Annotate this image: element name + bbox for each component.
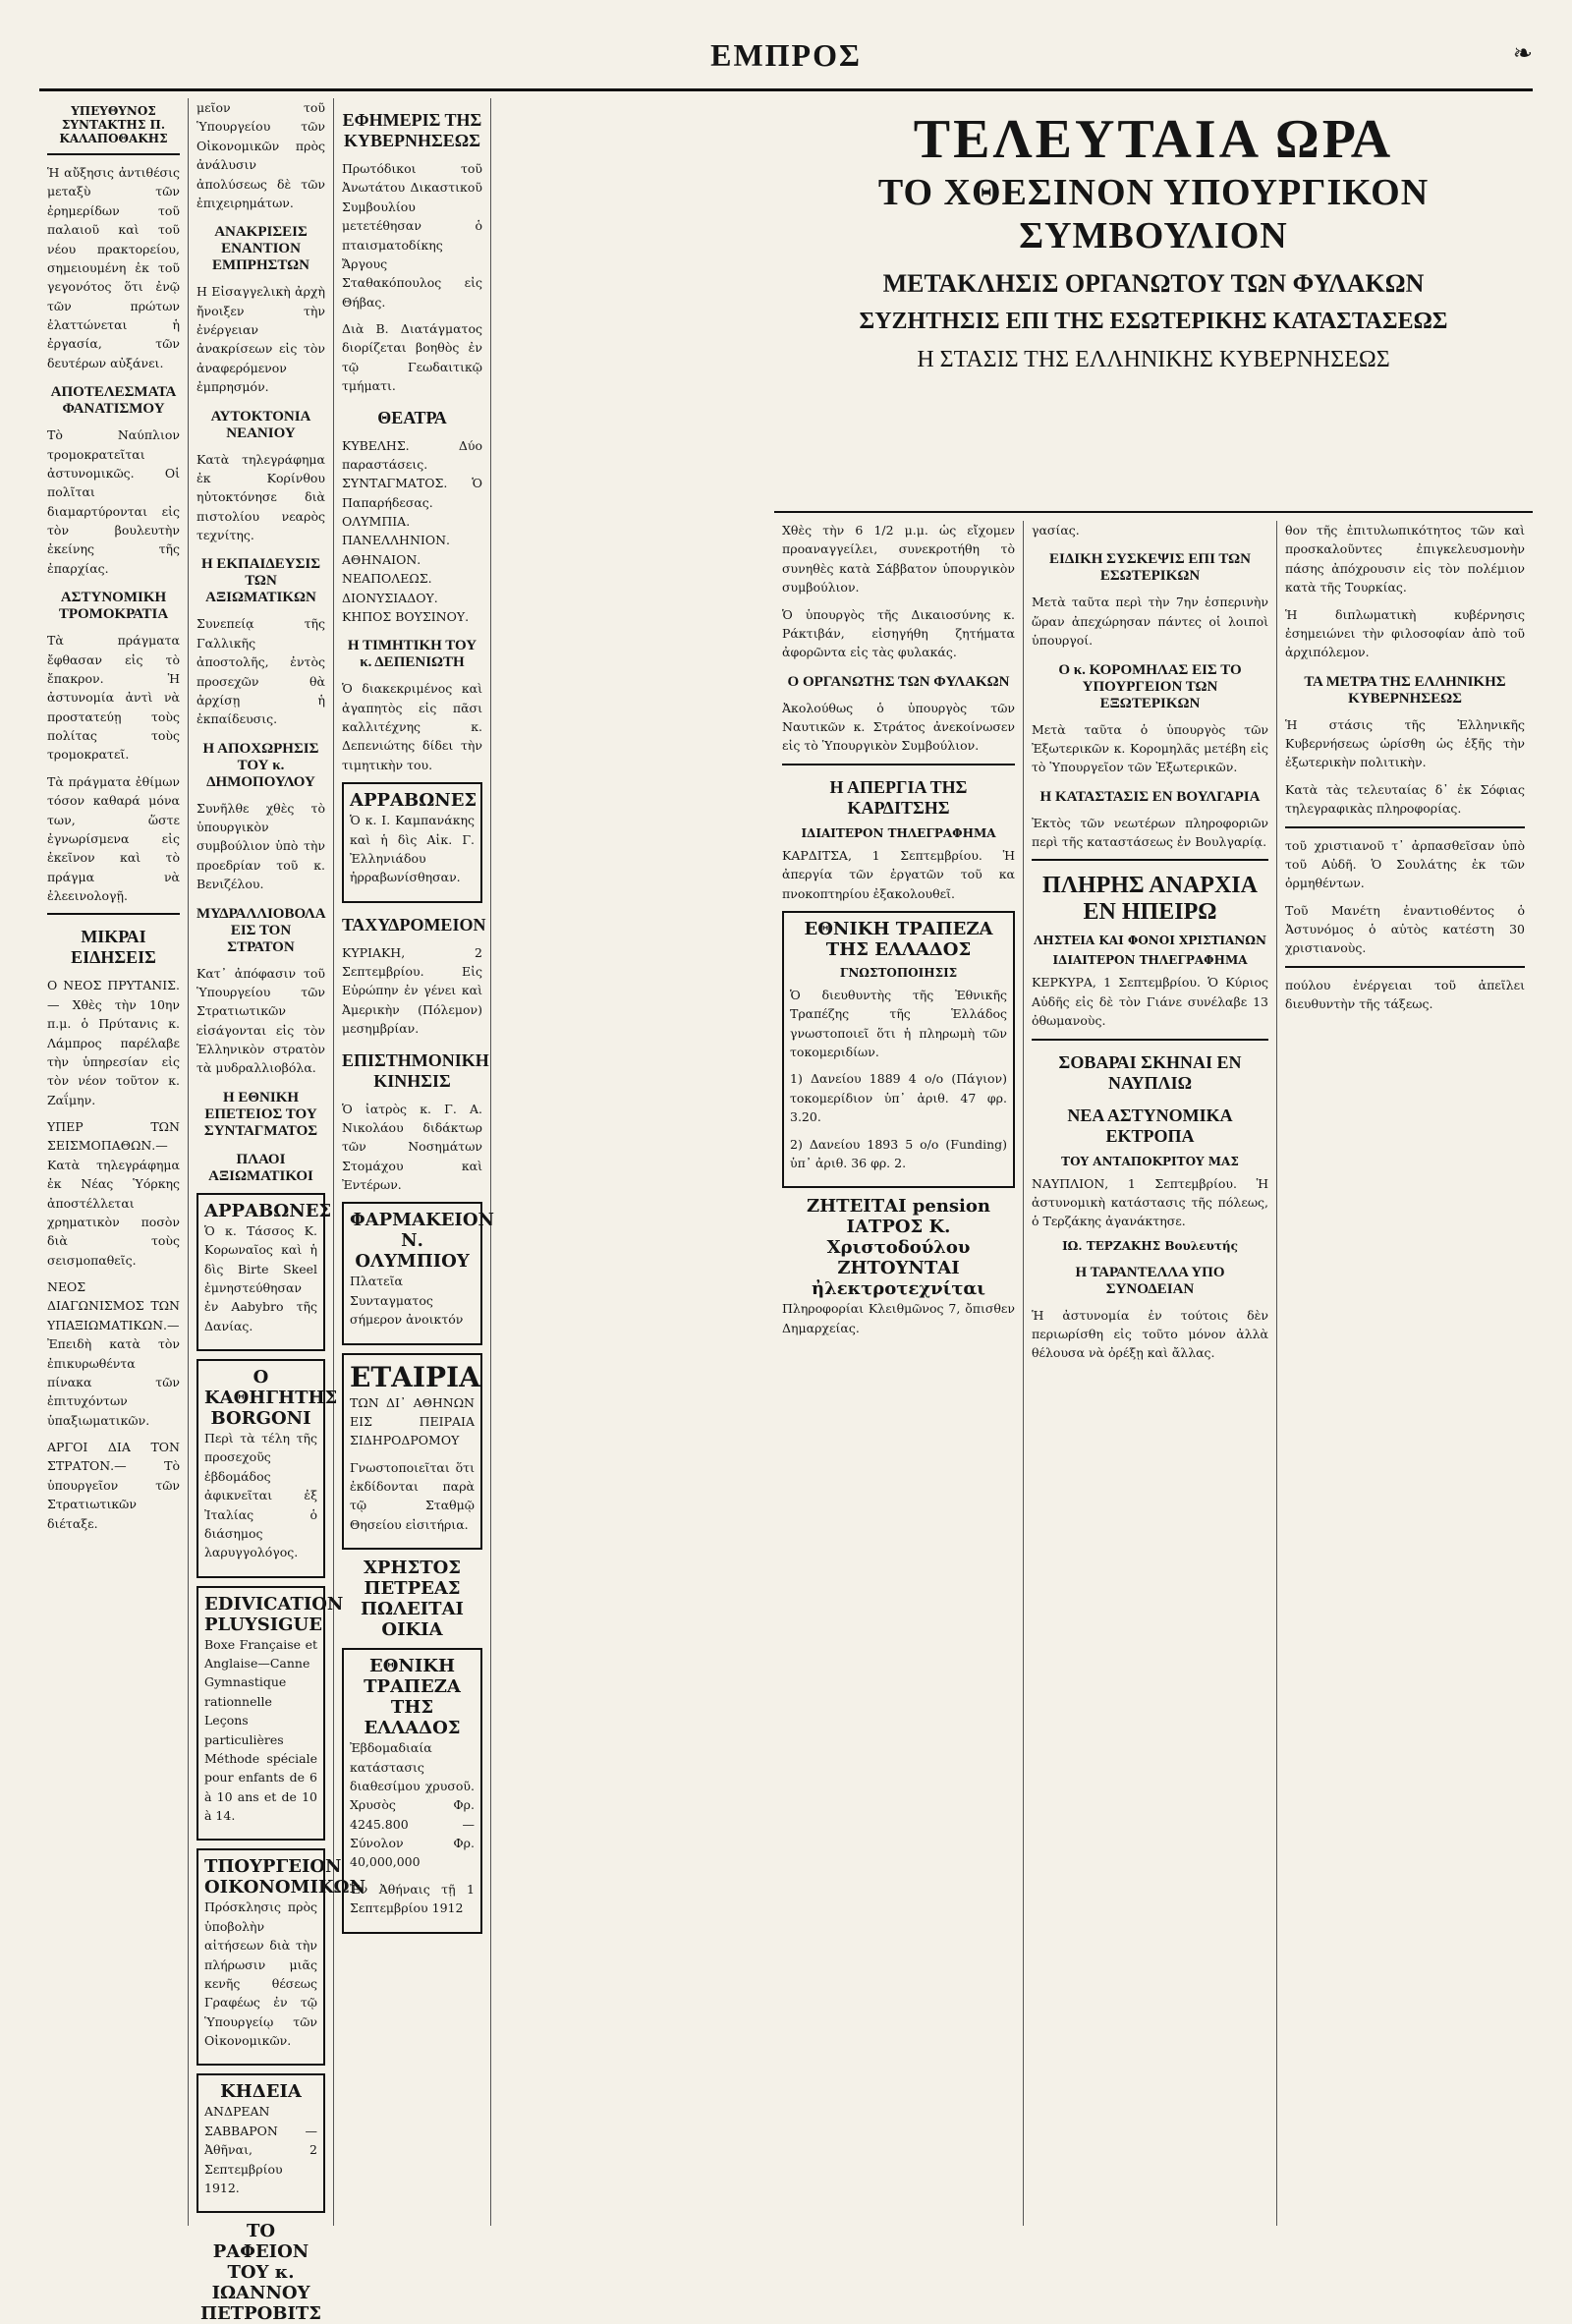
notice xyxy=(782,911,1015,1188)
ad-text: Πρόσκλησις πρὸς ὑποβολὴν αἰτήσεων διὰ τὴν πλήρωσιν μιᾶς κενῆς θέσεως Γραφέως ἐν τῷ Ὑπουργείῳ τῶν Οἰκονομικῶν. xyxy=(204,1899,317,2048)
article-text: τοῦ χριστιανοῦ τ᾽ ἀρπασθεῖσαν ὑπὸ τοῦ Αὐδῆ. Ὁ Σουλάτης ἐκ τῶν ὀρμηθέντων. xyxy=(1285,837,1525,891)
ad-text: Πλατεῖα Συνταγματος σήμερον ἀνοικτόν xyxy=(350,1274,464,1328)
byline: ΤΟΥ ΑΝΤΑΠΟΚΡΙΤΟΥ ΜΑΣ xyxy=(1061,1154,1239,1168)
article-text: Ἀκολούθως ὁ ὑπουργὸς τῶν Ναυτικῶν κ. Στράτος ἀνεκοίνωσεν εἰς τὸ Ὑπουργικὸν Συμβούλιον. xyxy=(782,700,1015,754)
notice-text: 1) Δανείου 1889 4 ο/ο (Πάγιον) τοκομερίδιον ὑπ᾽ ἀριθ. 47 φρ. 3.20. xyxy=(790,1071,1007,1125)
divider xyxy=(1285,826,1525,828)
article-text: γασίας. xyxy=(1032,523,1080,538)
lead-subtitle: Η ΣΤΑΣΙΣ ΤΗΣ ΕΛΛΗΝΙΚΗΣ ΚΥΒΕΡΝΗΣΕΩΣ xyxy=(917,347,1390,372)
column-3 xyxy=(334,98,494,2226)
divider xyxy=(1285,966,1525,968)
byline: ΙΔΙΑΙΤΕΡΟΝ ΤΗΛΕΓΡΑΦΗΜΑ xyxy=(801,825,996,840)
article-heading: ΝΕΑ ΑΣΤΥΝΟΜΙΚΑ ΕΚΤΡΟΠΑ xyxy=(1067,1105,1233,1146)
ad-title: Ο ΚΑΘΗΓΗΤΗΣ BORGONI xyxy=(204,1367,338,1429)
article-text: ΝΑΥΠΛΙΟΝ, 1 Σεπτεμβρίου. Ἡ ἀστυνομικὴ κατάστασις τῆς πόλεως, ὁ Τερζάκης ἀγανάκτησε. xyxy=(1032,1175,1268,1229)
ad-title: ΦΑΡΜΑΚΕΙΟΝ Ν. ΟΛΥΜΠΙΟΥ xyxy=(350,1210,494,1273)
article-text: Διὰ Β. Διατάγματος διορίζεται βοηθὸς ἐν τῷ Γεωδαιτικῷ τμήματι. xyxy=(342,321,482,394)
article-text: Πρωτόδικοι τοῦ Ἀνωτάτου Δικαστικοῦ Συμβουλίου μετετέθησαν ὁ πταισματοδίκης Ἄργους Σταθακόπουλος εἰς Θήβας. xyxy=(342,161,482,310)
article-text: Κατ᾽ ἀπόφασιν τοῦ Ὑπουργείου τῶν Στρατιωτικῶν εἰσάγονται εἰς τὸν Ἑλληνικὸν στρατὸν τὰ μυδραλλιοβόλα. xyxy=(196,965,325,1076)
ad-title: ΖΗΤΕΙΤΑΙ pension xyxy=(807,1196,990,1218)
article-text: Μετὰ ταῦτα ὁ ὑπουργὸς τῶν Ἐξωτερικῶν κ. Κορομηλᾶς μετέβη εἰς τὸ Ὑπουργεῖον τῶν Ἐξωτερικῶν. xyxy=(1032,721,1268,775)
article-heading: ΤΑ ΜΕΤΡΑ ΤΗΣ ΕΛΛΗΝΙΚΗΣ ΚΥΒΕΡΝΗΣΕΩΣ xyxy=(1304,673,1506,707)
article-text: θον τῆς ἐπιτυλωπικότητος τῶν καὶ προσκαλοῦντες ἐπιγκελευσμονὴν πάσης ἀπόχρουσιν εἰς τὸν πολέμιον κατὰ τῆς Τουρκίας. xyxy=(1285,523,1525,595)
divider xyxy=(1032,1039,1268,1041)
column-5 xyxy=(1024,521,1277,2226)
article-text: Συνῆλθε χθὲς τὸ ὑπουργικὸν συμβούλιον ὑπὸ τὴν προεδρίαν τοῦ κ. Βενιζέλου. xyxy=(196,800,325,892)
notice-text: Ὁ διευθυντὴς τῆς Ἐθνικῆς Τραπέζης τῆς Ἑλλάδος γνωστοποιεῖ ὅτι ἡ πληρωμὴ τῶν τοκομεριδίων. xyxy=(790,987,1007,1059)
article-heading: Ο ΟΡΓΑΝΩΤΗΣ ΤΩΝ ΦΥΛΑΚΩΝ xyxy=(787,673,1010,690)
article-heading: ΣΟΒΑΡΑΙ ΣΚΗΝΑΙ ΕΝ ΝΑΥΠΛΙΩ xyxy=(1058,1051,1242,1093)
article-heading: ΠΛΑΟΙ ΑΞΙΩΜΑΤΙΚΟΙ xyxy=(208,1151,313,1184)
ad-title: ΚΗΔΕΙΑ xyxy=(220,2081,302,2103)
article-text: Μετὰ ταῦτα περὶ τὴν 7ην ἑσπερινὴν ὥραν ἀπεχώρησαν πάντες οἱ λοιποὶ ὑπουργοί. xyxy=(1032,595,1268,649)
divider xyxy=(782,764,1015,765)
article-heading: Η ΕΚΠΑΙΔΕΥΣΙΣ ΤΩΝ ΑΞΙΩΜΑΤΙΚΩΝ xyxy=(200,556,321,606)
ad-text: ΤΩΝ ΔΙ᾽ ΑΘΗΝΩΝ ΕΙΣ ΠΕΙΡΑΙΑ ΣΙΔΗΡΟΔΡΟΜΟΥ xyxy=(350,1394,475,1448)
article-text: Ὁ διακεκριμένος καὶ ἀγαπητὸς εἰς πᾶσι καλλιτέχνης κ. Δεπενιώτης δίδει τὴν τιμητικὴν του. xyxy=(342,681,482,772)
lead-subtitle: ΣΥΖΗΤΗΣΙΣ ΕΠΙ ΤΗΣ ΕΣΩΤΕΡΙΚΗΣ ΚΑΤΑΣΤΑΣΕΩΣ xyxy=(859,309,1448,334)
article-text: Ἡ αὔξησις ἀντιθέσις μεταξὺ τῶν ἐρημερίδων τοῦ παλαιοῦ καὶ τοῦ νέου πρακτορείου, σημειουμένη ἐκ τοῦ γεγονότος ὅτι ἐνῷ τῶν πρώτων ἐλαττώνεται ἡ ἐργασία, τῶν δευτέρων αὐξάνει. xyxy=(47,165,180,370)
notice-title: ΕΘΝΙΚΗ ΤΡΑΠΕΖΑ ΤΗΣ ΕΛΛΑΔΟΣ xyxy=(804,918,993,960)
article-heading: ΑΣΤΥΝΟΜΙΚΗ ΤΡΟΜΟΚΡΑΤΙΑ xyxy=(58,590,169,623)
article-heading: Η ΑΠΕΡΓΙΑ ΤΗΣ ΚΑΡΔΙΤΣΗΣ xyxy=(829,776,968,818)
article-text: ΑΡΓΟΙ ΔΙΑ ΤΟΝ ΣΤΡΑΤΟΝ.— Τὸ ὑπουργεῖον τῶν Στρατιωτικῶν διέταξε. xyxy=(47,1440,180,1531)
advertisement xyxy=(196,1193,332,1351)
article-heading: Η ΤΙΜΗΤΙΚΗ ΤΟΥ κ. ΔΕΠΕΝΙΩΤΗ xyxy=(347,638,477,671)
ad-title: EDIVICATION PLUYSIGUE xyxy=(204,1593,344,1635)
ad-text: Ἐν Ἀθήναις τῇ 1 Σεπτεμβρίου 1912 xyxy=(350,1881,475,1916)
article-text: Ο ΝΕΟΣ ΠΡΥΤΑΝΙΣ.— Χθὲς τὴν 10ην π.μ. ὁ Πρύτανις κ. Λάμπρος παρέλαβε τὴν ὑπηρεσίαν εἰς τὸν νέον τοῦτον κ. Ζαΐμην. xyxy=(47,978,180,1107)
article-text: Τὸ Ναύπλιον τρομοκρατεῖται ἀστυνομικῶς. Οἱ πολῖται διαμαρτύρονται εἰς τὸν βουλευτὴν ἐκείνης τῆς ἐπαρχίας. xyxy=(47,427,180,576)
ornament-icon: ❧ xyxy=(1512,39,1533,67)
ad-text: Ὁ κ. Τάσσος Κ. Κορωναῖος καὶ ἡ δὶς Birte Skeel ἐμνηστεύθησαν ἐν Aabybro τῆς Δανίας. xyxy=(204,1222,317,1333)
article-text: Ἐκτὸς τῶν νεωτέρων πληροφοριῶν περὶ τῆς καταστάσεως ἐν Βουλγαρίᾳ. xyxy=(1032,815,1268,849)
divider xyxy=(47,913,180,915)
notice-subtitle: ΓΝΩΣΤΟΠΟΙΗΣΙΣ xyxy=(839,965,958,980)
ad-title: ΠΩΛΕΙΤΑΙ ΟΙΚΙΑ xyxy=(361,1599,464,1641)
signature: ΙΩ. ΤΕΡΖΑΚΗΣ Βουλευτής xyxy=(1062,1238,1238,1253)
article-text: ΥΠΕΡ ΤΩΝ ΣΕΙΣΜΟΠΑΘΩΝ.— Κατὰ τηλεγράφημα ἐκ Νέας Ὑόρκης ἀποστέλλεται χρηματικὸν ποσὸν διὰ τοὺς σεισμοπαθεῖς. xyxy=(47,1119,180,1268)
advertisement xyxy=(342,782,482,903)
ad-title: ΑΡΡΑΒΩΝΕΣ xyxy=(350,790,477,812)
article-text: Ὁ ὑπουργὸς τῆς Δικαιοσύνης κ. Ράκτιβάν, εἰσηγήθη ζητήματα ἀφορῶντα εἰς τὰς φυλακάς. xyxy=(782,606,1015,660)
column-6 xyxy=(1277,521,1533,2226)
ad-text: Ὁ κ. Ι. Καμπανάκης καὶ ἡ δὶς Αἰκ. Γ. Ἐλληνιάδου ἠρραβωνίσθησαν. xyxy=(350,813,475,885)
article-text: Κατὰ τὰς τελευταίας δ᾽ ἐκ Σόφιας τηλεγραφικὰς πληροφορίας. xyxy=(1285,781,1525,817)
column-4 xyxy=(774,521,1024,2226)
section-heading: ΕΠΙΣΤΗΜΟΝΙΚΗ ΚΙΝΗΣΙΣ xyxy=(342,1049,489,1091)
ad-text: Γνωστοποιεῖται ὅτι ἐκδίδονται παρὰ τῷ Σταθμῷ Θησείου εἰσιτήρια. xyxy=(350,1459,475,1532)
article-text: Τοῦ Μανέτη ἐναντιοθέντος ὁ Ἀστυνόμος ὁ αὐτὸς κατέστη 30 χριστιανοὺς. xyxy=(1285,902,1525,956)
advertisement xyxy=(196,2073,325,2213)
section-heading: ΕΦΗΜΕΡΙΣ ΤΗΣ ΚΥΒΕΡΝΗΣΕΩΣ xyxy=(342,110,482,150)
article-text: Ἡ διπλωματικὴ κυβέρνησις ἐσημειώνει τὴν φιλοσοφίαν ἀπὸ τοῦ ἀρχιπόλεμον. xyxy=(1285,606,1525,660)
ad-text: ΑΝΔΡΕΑΝ ΣΑΒΒΑΡΟΝ — Ἀθῆναι, 2 Σεπτεμβρίου 1912. xyxy=(204,2104,317,2195)
article-heading: Η ΕΘΝΙΚΗ ΕΠΕΤΕΙΟΣ ΤΟΥ ΣΥΝΤΑΓΜΑΤΟΣ xyxy=(203,1089,318,1139)
article-heading: ΠΛΗΡΗΣ ΑΝΑΡΧΙΑ ΕΝ ΗΠΕΙΡΩ xyxy=(1042,873,1258,926)
masthead xyxy=(39,29,1533,91)
divider xyxy=(1032,859,1268,861)
ad-title: ΙΑΤΡΟΣ Κ. Χριστοδούλου xyxy=(826,1217,971,1259)
ad-title: ΤΠΟΥΡΓΕΙΟΝ ΟΙΚΟΝΟΜΙΚΩΝ xyxy=(204,1856,366,1899)
newspaper-title: ΕΜΠΡΟΣ xyxy=(710,37,862,73)
ad-text: Ἐβδομαδιαία κατάστασις διαθεσίμου χρυσοῦ. Χρυσὸς Φρ. 4245.800 — Σύνολον Φρ. 40,000,000 xyxy=(350,1740,475,1870)
byline: ΛΗΣΤΕΙΑ ΚΑΙ ΦΟΝΟΙ ΧΡΙΣΤΙΑΝΩΝ xyxy=(1034,934,1266,948)
article-text: Τὰ πράγματα ἔφθασαν εἰς τὸ ἔπακρον. Ἡ ἀστυνομία ἀντὶ νὰ προστατεύῃ τοὺς πολίτας τοὺς τρομοκρατεῖ. xyxy=(47,633,180,763)
ad-title: ΖΗΤΟΥΝΤΑΙ ἠλεκτροτεχνίται xyxy=(812,1258,985,1300)
ad-title: ΧΡΗΣΤΟΣ ΠΕΤΡΕΑΣ xyxy=(363,1558,462,1600)
article-text: Τὰ πράγματα ἐθίμων τόσον καθαρά μόνα των, ὥστε ἐγνωρίσμενα εἰς ἐκεῖνον καὶ τὸ πράγμα νὰ ἐλεεινολογῇ. xyxy=(47,773,180,903)
article-heading: ΑΠΟΤΕΛΕΣΜΑΤΑ ΦΑΝΑΤΙΣΜΟΥ xyxy=(50,384,177,418)
article-heading: ΕΙΔΙΚΗ ΣΥΣΚΕΨΙΣ ΕΠΙ ΤΩΝ ΕΣΩΤΕΡΙΚΩΝ xyxy=(1049,551,1251,585)
article-heading: Ο κ. ΚΟΡΟΜΗΛΑΣ ΕΙΣ ΤΟ ΥΠΟΥΡΓΕΙΟΝ ΤΩΝ ΕΞΩΤΕΡΙΚΩΝ xyxy=(1058,661,1242,711)
advertisement xyxy=(196,1359,338,1578)
ad-title: ΑΡΡΑΒΩΝΕΣ xyxy=(204,1200,332,1221)
article-text: Χθὲς τὴν 6 1/2 μ.μ. ὡς εἴχομεν προαναγγείλει, συνεκροτήθη τὸ συνηθὲς κατὰ Σάββατον ὑπουργικὸν συμβούλιον. xyxy=(782,523,1015,595)
column-2 xyxy=(189,98,366,2324)
article-text: Η Εἰσαγγελικὴ ἀρχὴ ἤνοιξεν τὴν ἐνέργειαν ἀνακρίσεων εἰς τὸν ἀναφερόμενον ἐμπρησμόν. xyxy=(196,284,325,395)
article-text: Κατὰ τηλεγράφημα ἐκ Κορίνθου ηὐτοκτόνησε διὰ πιστολίου νεαρὸς τεχνίτης. xyxy=(196,451,325,542)
article-text: ΝΕΟΣ ΔΙΑΓΩΝΙΣΜΟΣ ΤΩΝ ΥΠΑΞΙΩΜΑΤΙΚΩΝ.— Ἐπειδὴ κατὰ τὸν ἐπικυρωθέντα πίνακα τῶν ἐπιτυχόντων ὑπαξιωματικῶν. xyxy=(47,1279,180,1428)
article-text: ΚΥΡΙΑΚΗ, 2 Σεπτεμβρίου. Εἰς Εὐρώπην ἐν γένει καὶ Ἀμερικὴν (Πόλεμον) μεσημβρίαν. xyxy=(342,944,482,1037)
byline: ΙΔΙΑΙΤΕΡΟΝ ΤΗΛΕΓΡΑΦΗΜΑ xyxy=(1052,953,1248,968)
lead-title: ΤΕΛΕΥΤΑΙΑ ΩΡΑ xyxy=(913,109,1394,170)
lead-headline xyxy=(774,98,1533,513)
advertisement xyxy=(196,1848,366,2066)
article-heading: ΜΥΔΡΑΛΛΙΟΒΟΛΑ ΕΙΣ ΤΟΝ ΣΤΡΑΤΟΝ xyxy=(196,905,326,955)
ad-title: ΕΤΑΙΡΙΑ xyxy=(350,1360,480,1393)
section-heading: ΘΕΑΤΡΑ xyxy=(377,407,447,427)
ad-text: Boxe Française et Anglaise—Canne Gymnastique rationnelle Leçons particulières Méthode spéciale pour enfants de 6 à 10 ans et de 10 à 14. xyxy=(204,1636,317,1823)
article-text: μεῖον τοῦ Ὑπουργείου τῶν Οἰκονομικῶν πρὸς ἀνάλυσιν ἀπολύσεως δὲ τῶν ἐπιχειρημάτων. xyxy=(196,100,325,210)
ad-text: Περὶ τὰ τέλη τῆς προσεχοῦς ἑβδομάδος ἀφικνεῖται ἐξ Ἰταλίας ὁ διάσημος λαρυγγολόγος. xyxy=(204,1431,317,1560)
ad-title: ΤΟ ΡΑΦΕΙΟΝ ΤΟΥ κ. ΙΩΑΝΝΟΥ ΠΕΤΡΟΒΙΤΣ xyxy=(199,2221,322,2324)
lead-subtitle: ΜΕΤΑΚΛΗΣΙΣ ΟΡΓΑΝΩΤΟΥ ΤΩΝ ΦΥΛΑΚΩΝ xyxy=(882,269,1425,298)
columns xyxy=(39,98,1533,2324)
article-heading: ΜΙΚΡΑΙ ΕΙΔΗΣΕΙΣ xyxy=(71,927,156,968)
advertisement xyxy=(342,1202,494,1344)
article-text: Ἡ στάσις τῆς Ἑλληνικῆς Κυβερνήσεως ὡρίσθη ὡς ἑξῆς τὴν ἐξωτερικὴν πολιτικὴν. xyxy=(1285,716,1525,770)
advertisement xyxy=(196,1586,344,1842)
article-text: ΚΕΡΚΥΡΑ, 1 Σεπτεμβρίου. Ὁ Κύριος Αὐδῆς εἰς δὲ τὸν Γιάνε συνέλαβε 13 ὀθωμανοὺς. xyxy=(1032,975,1268,1029)
notice-text: 2) Δανείου 1893 5 ο/ο (Funding) ὑπ᾽ ἀριθ. 36 φρ. 2. xyxy=(790,1136,1007,1170)
article-text: Ἡ ἀστυνομία ἐν τούτοις δὲν περιωρίσθη εἰς τοῦτο μόνον ἀλλὰ θέλουσα νὰ ὀρέξῃ καὶ ἄλλας. xyxy=(1032,1307,1268,1361)
editor-byline: ΥΠΕΥΘΥΝΟΣ ΣΥΝΤΑΚΤΗΣ Π. ΚΑΛΑΠΟΘΑΚΗΣ xyxy=(59,104,168,145)
advertisement xyxy=(342,1353,482,1551)
article-text: ΚΑΡΔΙΤΣΑ, 1 Σεπτεμβρίου. Ἡ ἀπεργία τῶν ἐργατῶν τοῦ κα πνοκοπτηρίου ἐξακολουθεῖ. xyxy=(782,847,1015,901)
article-text: ΚΥΒΕΛΗΣ. Δύο παραστάσεις. ΣΥΝΤΑΓΜΑΤΟΣ. Ὁ Παπαρήδεσας. ΟΛΥΜΠΙΑ. ΠΑΝΕΛΛΗΝΙΟΝ. ΑΘΗΝΑΙΟΝ. ΝΕΑΠΟΛΕΩΣ. ΔΙΟΝΥΣΙΑΔΟΥ. ΚΗΠΟΣ ΒΟΥΣΙΝΟΥ. xyxy=(342,437,482,624)
ad-title: ΕΘΝΙΚΗ ΤΡΑΠΕΖΑ ΤΗΣ ΕΛΛΑΔΟΣ xyxy=(364,1656,461,1739)
article-text: πούλου ἐνέργειαι τοῦ ἀπεῖλει διευθυντὴν τῆς τάξεως. xyxy=(1285,977,1525,1012)
column-1 xyxy=(39,98,189,2226)
article-text: Συνεπείᾳ τῆς Γαλλικῆς ἀποστολῆς, ἐντὸς προσεχῶν θὰ ἀρχίσῃ ἡ ἐκπαίδευσις. xyxy=(196,616,325,727)
ad-text: Πληροφορίαι Κλειθμῶνος 7, ὄπισθεν Δημαρχείας. xyxy=(782,1301,1015,1335)
article-text: Ὁ ἰατρὸς κ. Γ. Α. Νικολάου διδάκτωρ τῶν Νοσημάτων Στομάχου καὶ Ἐντέρων. xyxy=(342,1101,482,1192)
article-heading: ΑΝΑΚΡΙΣΕΙΣ ΕΝΑΝΤΙΟΝ ΕΜΠΡΗΣΤΩΝ xyxy=(211,224,310,274)
advertisement xyxy=(342,1648,482,1933)
article-heading: ΑΥΤΟΚΤΟΝΙΑ ΝΕΑΝΙΟΥ xyxy=(210,408,311,441)
article-heading: Η ΤΑΡΑΝΤΕΛΛΑ ΥΠΟ ΣΥΝΟΔΕΙΑΝ xyxy=(1075,1264,1225,1297)
divider xyxy=(47,153,180,155)
article-heading: Η ΑΠΟΧΩΡΗΣΙΣ ΤΟΥ κ. ΔΗΜΟΠΟΥΛΟΥ xyxy=(202,740,319,790)
lead-subtitle: ΤΟ ΧΘΕΣΙΝΟΝ ΥΠΟΥΡΓΙΚΟΝ ΣΥΜΒΟΥΛΙΟΝ xyxy=(877,172,1430,256)
article-heading: Η ΚΑΤΑΣΤΑΣΙΣ ΕΝ ΒΟΥΛΓΑΡΙΑ xyxy=(1039,788,1261,805)
section-heading: ΤΑΧΥΔΡΟΜΕΙΟΝ xyxy=(342,914,486,935)
